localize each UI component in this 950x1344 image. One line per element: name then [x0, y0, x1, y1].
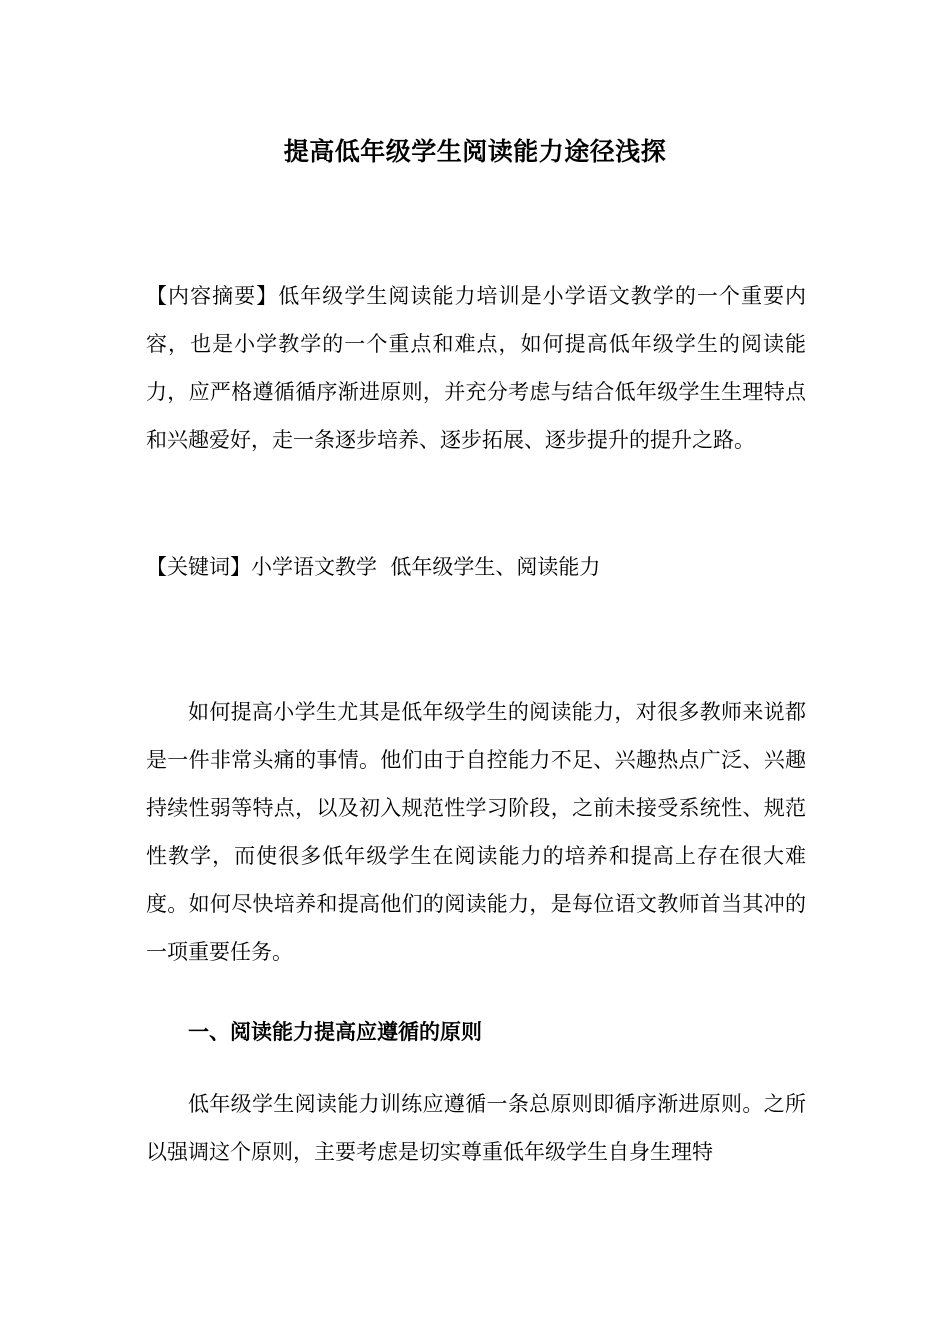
abstract-text: 低年级学生阅读能力培训是小学语文教学的一个重要内容，也是小学教学的一个重点和难点，如何提高低年级学生的阅读能力，应严格遵循循序渐进原则，并充分考虑与结合低年级学生生理特点和兴趣爱好，走一条逐步培养、逐步拓展、逐步提升的提升之路。 — [146, 284, 807, 452]
keywords-text: 小学语文教学 低年级学生、阅读能力 — [251, 555, 601, 579]
keywords-paragraph — [146, 543, 806, 591]
body-paragraph-principles: 低年级学生阅读能力训练应遵循一条总原则即循序渐进原则。之所以强调这个原则，主要考虑是切实尊重低年级学生自身生理特 — [146, 1092, 806, 1164]
abstract-paragraph — [146, 272, 806, 464]
section-heading-principles: 一、阅读能力提高应遵循的原则 — [188, 1019, 482, 1044]
document-title: 提高低年级学生阅读能力途径浅探 — [283, 137, 667, 166]
keywords-label: 【关键词】 — [146, 555, 251, 579]
abstract-label: 【内容摘要】 — [146, 284, 279, 308]
body-paragraph-intro: 如何提高小学生尤其是低年级学生的阅读能力，对很多教师来说都是一件非常头痛的事情。他们由于自控能力不足、兴趣热点广泛、兴趣持续性弱等特点，以及初入规范性学习阶段，之前未接受系统性、规范性教学，而使很多低年级学生在阅读能力的培养和提高上存在很大难度。如何尽快培养和提高他们的阅读能力，是每位语文教师首当其冲的一项重要任务。 — [146, 700, 806, 964]
